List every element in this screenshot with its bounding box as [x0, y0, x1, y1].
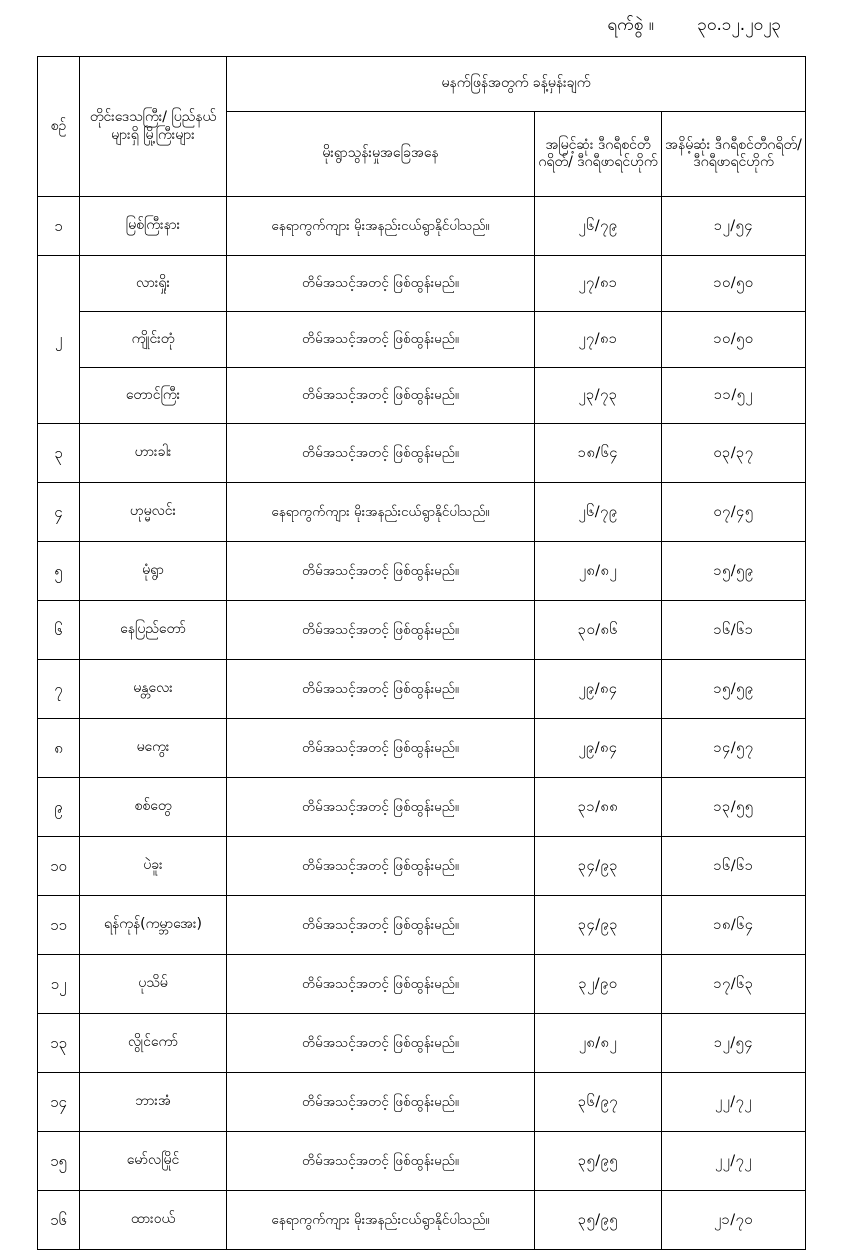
row-condition: တိမ်အသင့်အတင့် ဖြစ်ထွန်းမည်။ — [227, 660, 535, 719]
date-label: ရက်စွဲ ။ — [607, 15, 654, 35]
date-line — [607, 14, 781, 39]
row-city: မုံရွာ — [80, 542, 227, 601]
row-serial: ၂ — [38, 256, 80, 424]
table-row — [38, 1132, 806, 1191]
table-row — [38, 312, 806, 368]
row-min-temp: ၂၁/၇၀ — [662, 1191, 806, 1250]
row-serial: ၁၅ — [38, 1132, 80, 1191]
row-serial: ၁၁ — [38, 896, 80, 955]
row-serial: ၆ — [38, 601, 80, 660]
row-min-temp: ၁၇/၆၃ — [662, 955, 806, 1014]
row-max-temp: ၃၁/၈၈ — [535, 778, 662, 837]
row-max-temp: ၂၆/၇၉ — [535, 483, 662, 542]
row-max-temp: ၂၃/၇၃ — [535, 368, 662, 424]
row-max-temp: ၃၆/၉၇ — [535, 1073, 662, 1132]
header-min-temp: အနိမ့်ဆုံး ဒီဂရီစင်တီဂရိတ်/ ဒီဂရီဖာရင်ဟိုက် — [662, 112, 806, 197]
table-row — [38, 778, 806, 837]
row-min-temp: ၁၂/၅၄ — [662, 197, 806, 256]
row-condition: တိမ်အသင့်အတင့် ဖြစ်ထွန်းမည်။ — [227, 896, 535, 955]
row-max-temp: ၂၈/၈၂ — [535, 1014, 662, 1073]
row-city: ဘားအံ — [80, 1073, 227, 1132]
table-row — [38, 368, 806, 424]
row-min-temp: ၁၆/၆၁ — [662, 837, 806, 896]
row-min-temp: ၁၈/၆၄ — [662, 896, 806, 955]
row-serial: ၈ — [38, 719, 80, 778]
row-condition: တိမ်အသင့်အတင့် ဖြစ်ထွန်းမည်။ — [227, 719, 535, 778]
row-condition: တိမ်အသင့်အတင့် ဖြစ်ထွန်းမည်။ — [227, 368, 535, 424]
row-city: ပဲခူး — [80, 837, 227, 896]
header-rain: မိုးရွာသွန်းမှုအခြေအနေ — [227, 112, 535, 197]
row-condition: တိမ်အသင့်အတင့် ဖြစ်ထွန်းမည်။ — [227, 1132, 535, 1191]
table-row — [38, 1191, 806, 1250]
row-serial: ၁၃ — [38, 1014, 80, 1073]
row-min-temp: ၁၃/၅၅ — [662, 778, 806, 837]
row-serial: ၁၄ — [38, 1073, 80, 1132]
row-serial: ၁၆ — [38, 1191, 80, 1250]
row-city: ကျိုင်းတုံ — [80, 312, 227, 368]
row-min-temp: ၁၆/၆၁ — [662, 601, 806, 660]
row-min-temp: ၁၂/၅၄ — [662, 1014, 806, 1073]
row-serial: ၉ — [38, 778, 80, 837]
row-max-temp: ၂၉/၈၄ — [535, 660, 662, 719]
row-city: လားရှိုး — [80, 256, 227, 312]
row-condition: နေရာကွက်ကျား မိုးအနည်းငယ်ရွာနိုင်ပါသည်။ — [227, 483, 535, 542]
row-max-temp: ၂၈/၈၂ — [535, 542, 662, 601]
row-city: မော်လမြိုင် — [80, 1132, 227, 1191]
table-row — [38, 719, 806, 778]
row-max-temp: ၁၈/၆၄ — [535, 424, 662, 483]
table-row — [38, 542, 806, 601]
row-min-temp: ၀၃/၃၇ — [662, 424, 806, 483]
row-condition: တိမ်အသင့်အတင့် ဖြစ်ထွန်းမည်။ — [227, 312, 535, 368]
row-city: မကွေး — [80, 719, 227, 778]
row-condition: တိမ်အသင့်အတင့် ဖြစ်ထွန်းမည်။ — [227, 955, 535, 1014]
row-max-temp: ၃၅/၉၅ — [535, 1191, 662, 1250]
row-serial: ၁၀ — [38, 837, 80, 896]
row-city: စစ်တွေ — [80, 778, 227, 837]
table-row — [38, 601, 806, 660]
row-city: နေပြည်တော် — [80, 601, 227, 660]
row-min-temp: ၂၂/၇၂ — [662, 1132, 806, 1191]
row-min-temp: ၂၂/၇၂ — [662, 1073, 806, 1132]
header-forecast-group: မနက်ဖြန်အတွက် ခန့်မှန်းချက် — [227, 57, 806, 112]
table-row — [38, 660, 806, 719]
row-condition: တိမ်အသင့်အတင့် ဖြစ်ထွန်းမည်။ — [227, 778, 535, 837]
row-min-temp: ၁၅/၅၉ — [662, 660, 806, 719]
row-max-temp: ၂၇/၈၁ — [535, 256, 662, 312]
row-condition: နေရာကွက်ကျား မိုးအနည်းငယ်ရွာနိုင်ပါသည်။ — [227, 1191, 535, 1250]
row-max-temp: ၂၆/၇၉ — [535, 197, 662, 256]
row-city: ဟားခါး — [80, 424, 227, 483]
forecast-table — [37, 56, 806, 1250]
row-serial: ၃ — [38, 424, 80, 483]
row-condition: တိမ်အသင့်အတင့် ဖြစ်ထွန်းမည်။ — [227, 601, 535, 660]
table-row — [38, 197, 806, 256]
row-max-temp: ၂၇/၈၁ — [535, 312, 662, 368]
row-max-temp: ၃၅/၉၅ — [535, 1132, 662, 1191]
row-max-temp: ၃၀/၈၆ — [535, 601, 662, 660]
row-city: မန္တလေး — [80, 660, 227, 719]
row-serial: ၁၂ — [38, 955, 80, 1014]
row-city: တောင်ကြီး — [80, 368, 227, 424]
row-city: ဟုမ္မလင်း — [80, 483, 227, 542]
row-min-temp: ၁၀/၅၀ — [662, 256, 806, 312]
row-condition: တိမ်အသင့်အတင့် ဖြစ်ထွန်းမည်။ — [227, 1073, 535, 1132]
row-max-temp: ၃၂/၉၀ — [535, 955, 662, 1014]
row-condition: တိမ်အသင့်အတင့် ဖြစ်ထွန်းမည်။ — [227, 542, 535, 601]
table-row — [38, 1073, 806, 1132]
row-min-temp: ၁၅/၅၉ — [662, 542, 806, 601]
row-city: ပုသိမ် — [80, 955, 227, 1014]
table-row — [38, 837, 806, 896]
header-max-temp: အမြင့်ဆုံး ဒီဂရီစင်တီဂရိတ်/ ဒီဂရီဖာရင်ဟိုက် — [535, 112, 662, 197]
date-value: ၃၀.၁၂.၂၀၂၃ — [697, 15, 781, 35]
row-min-temp: ၁၁/၅၂ — [662, 368, 806, 424]
row-condition: တိမ်အသင့်အတင့် ဖြစ်ထွန်းမည်။ — [227, 424, 535, 483]
table-row — [38, 1014, 806, 1073]
table-row — [38, 483, 806, 542]
row-serial: ၄ — [38, 483, 80, 542]
row-max-temp: ၂၉/၈၄ — [535, 719, 662, 778]
row-min-temp: ၀၇/၄၅ — [662, 483, 806, 542]
row-condition: နေရာကွက်ကျား မိုးအနည်းငယ်ရွာနိုင်ပါသည်။ — [227, 197, 535, 256]
table-row — [38, 955, 806, 1014]
table-row — [38, 424, 806, 483]
row-serial: ၁ — [38, 197, 80, 256]
table-row — [38, 896, 806, 955]
row-condition: တိမ်အသင့်အတင့် ဖြစ်ထွန်းမည်။ — [227, 256, 535, 312]
row-min-temp: ၁၀/၅၀ — [662, 312, 806, 368]
row-condition: တိမ်အသင့်အတင့် ဖြစ်ထွန်းမည်။ — [227, 837, 535, 896]
row-min-temp: ၁၄/၅၇ — [662, 719, 806, 778]
row-serial: ၇ — [38, 660, 80, 719]
row-condition: တိမ်အသင့်အတင့် ဖြစ်ထွန်းမည်။ — [227, 1014, 535, 1073]
header-serial: စဉ် — [38, 57, 80, 197]
row-city: ရန်ကုန်(ကမ္ဘာအေး) — [80, 896, 227, 955]
row-serial: ၅ — [38, 542, 80, 601]
header-location: တိုင်းဒေသကြီး/ ပြည်နယ်များရှိ မြို့ကြီးများ — [80, 57, 227, 197]
table-row — [38, 256, 806, 312]
row-max-temp: ၃၄/၉၃ — [535, 896, 662, 955]
row-city: လွိုင်ကော် — [80, 1014, 227, 1073]
row-city: မြစ်ကြီးနား — [80, 197, 227, 256]
row-city: ထားဝယ် — [80, 1191, 227, 1250]
row-max-temp: ၃၄/၉၃ — [535, 837, 662, 896]
